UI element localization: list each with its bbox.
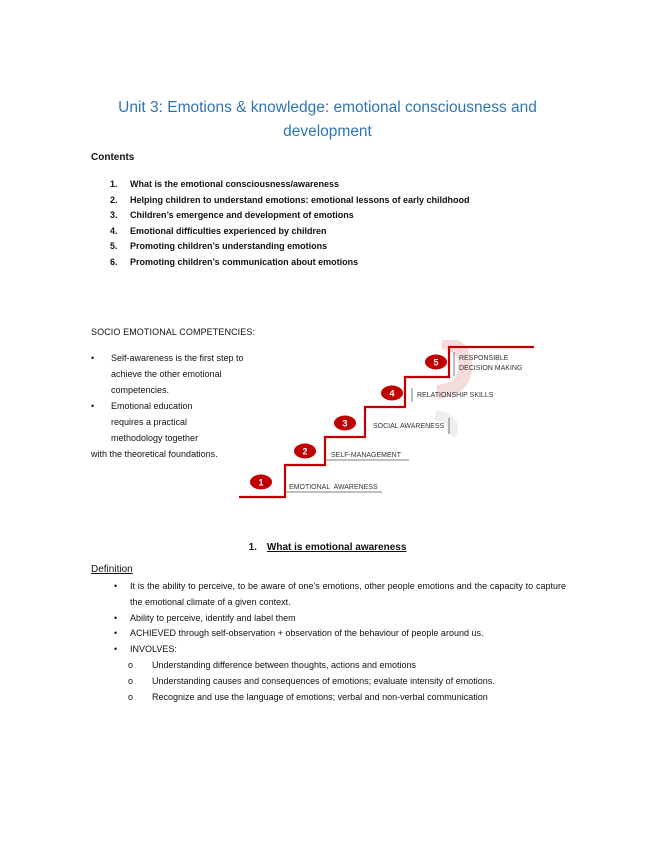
svg-text:3: 3 [342, 418, 348, 429]
step-label-1: EMOTIONAL AWARENESS [289, 484, 378, 491]
svg-text:4: 4 [389, 388, 395, 399]
step-badge-5 [425, 355, 447, 370]
definition-heading: Definition [91, 564, 133, 575]
sub-item: o Understanding causes and consequences of emotions; evaluate intensity of emotions. [128, 674, 566, 690]
list-item: 2. Helping children to understand emotions: emotional lessons of early childhood [110, 194, 470, 205]
step-label-3: SOCIAL AWARENESS [373, 423, 445, 430]
socio-bullet-list [91, 350, 244, 462]
bullet-item: • Emotional education requires a practical methodology together with the theoretical foundations. [91, 398, 244, 462]
contents-heading: Contents [91, 152, 135, 163]
step-label-5-line-2: DECISION MAKING [459, 365, 523, 372]
list-item: 3. Children’s emergence and development of emotions [110, 210, 354, 220]
step-label-4: RELATIONSHIP SKILLS [417, 392, 494, 399]
sub-item: o Recognize and use the language of emotions; verbal and non-verbal communication [128, 690, 566, 706]
svg-text:2: 2 [302, 446, 308, 457]
step-badge-3 [334, 416, 356, 431]
definition-item: • ACHIEVED through self-observation + observation of the behaviour of people around us. [114, 626, 566, 642]
svg-text:5: 5 [433, 357, 439, 368]
bullet-icon: • [114, 628, 118, 639]
socio-heading: SOCIO EMOTIONAL COMPETENCIES: [91, 327, 256, 337]
involves-sublist [128, 658, 566, 705]
bullet-icon: • [114, 581, 118, 591]
sub-item: o Understanding difference between thoughts, actions and emotions [128, 658, 566, 674]
step-badge-2 [294, 444, 316, 459]
list-item: 5. Promoting children’s understanding emotions [110, 241, 328, 251]
svg-text:1: 1 [258, 477, 264, 488]
definition-list [114, 579, 566, 705]
bullet-icon: • [91, 401, 95, 411]
competencies-staircase [237, 340, 537, 502]
sub-bullet-icon: o [128, 691, 134, 702]
bullet-icon: • [114, 612, 118, 623]
sub-bullet-icon: o [128, 675, 134, 686]
bullet-icon: • [91, 353, 95, 363]
step-badge-1 [250, 475, 272, 490]
bullet-icon: • [114, 644, 118, 655]
list-item: 1. What is the emotional consciousness/awareness [110, 179, 340, 189]
page-title: Unit 3: Emotions & knowledge: emotional consciousness and development [118, 99, 537, 140]
definition-item: • INVOLVES: [114, 642, 566, 658]
bullet-item: • Self-awareness is the first step to achieve the other emotional competencies. [91, 350, 244, 398]
sub-bullet-icon: o [128, 659, 134, 670]
definition-item: • It is the ability to perceive, to be aware of one’s emotions, other people emotions and the capacity to capture the emotional climate of a given context. [114, 581, 566, 607]
step-badge-4 [381, 386, 403, 401]
list-item: 6. Promoting children’s communication about emotions [110, 256, 359, 267]
step-label-5-line-1: RESPONSIBLE [459, 355, 509, 362]
section-heading: 1. What is emotional awareness [248, 542, 407, 553]
step-label-2: SELF-MANAGEMENT [331, 452, 402, 459]
list-item: 4. Emotional difficulties experienced by children [110, 225, 327, 236]
contents-list [110, 177, 470, 270]
definition-item: • Ability to perceive, identify and label them [114, 611, 566, 627]
